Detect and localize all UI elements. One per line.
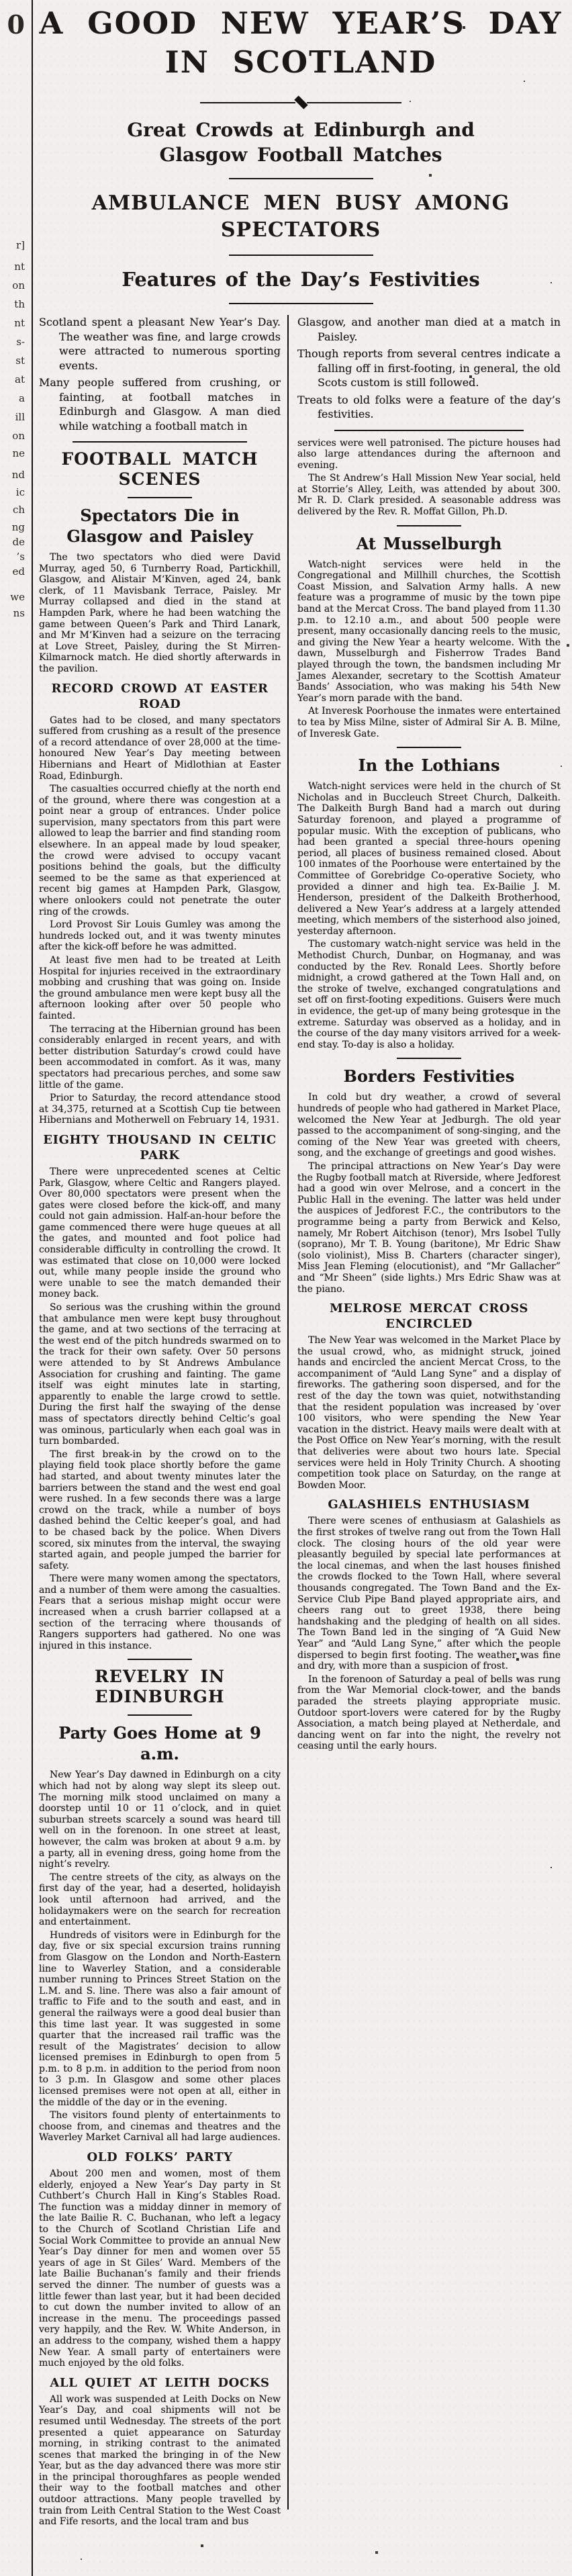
paragraph-continuation: services were well patronised. The picture houses had also large attendances during the afternoon and evening.: [297, 437, 561, 471]
margin-fragment: ch: [12, 504, 25, 516]
paragraph: There were many women among the spectators, and a number of them were among the casualties. Fears that a serious mishap might occur were increased when a crush barrier collapsed at a section of the terracing where thousands of Rangers supporters had gathered. No one was injured in this instance.: [39, 1573, 281, 1651]
paragraph: The customary watch-night service was held in the Methodist Church, Dunbar, on Hogmanay, and was conducted by the Rev. Ronald Lees. Shortly before midnight, a crowd gathered at the Town Hall and, on the stroke of twelve, exchanged congratulations and set off on first-footing expeditions. Guisers were much in evidence, the get-up of many being grotesque in the extreme. Saturday was observed as a holiday, and in the course of the day many visitors arrived for a week-end stay. To-day is also a holiday.: [297, 939, 561, 1050]
intro-paragraph: Glasgow, and another man died at a match in Paisley.: [297, 316, 561, 343]
margin-fragment: ic: [15, 486, 25, 498]
short-divider-rule: [128, 497, 192, 498]
column-divider-rule: [287, 315, 289, 2510]
subtitle-line-1: Great Crowds at Edinburgh and: [127, 119, 475, 141]
divider-bar: [307, 102, 402, 103]
paragraph: The terracing at the Hibernian ground has been considerably enlarged in recent years, and with better distribution Saturday’s crowd could have been accommodated in comfort. As it was, many spectators had precarious perches, and some saw little of the game.: [39, 1023, 281, 1091]
short-divider-rule: [128, 1659, 192, 1660]
intro-paragraph: Treats to old folks were a feature of the day’s festivities.: [297, 393, 561, 420]
margin-fragment: on: [12, 430, 25, 442]
short-divider-rule: [397, 1058, 461, 1059]
paragraph: There were unprecedented scenes at Celtic Park, Glasgow, where Celtic and Rangers played. Over 80,000 spectators were present when the gates were closed before the kick-off, and many could not gain admission. Half-an-hour before the game commenced there were huge queues at all the gates, and mounted and foot police had considerable difficulty in controlling the crowd. It was estimated that close on 10,000 were locked out, while many people inside the ground who were unable to see the match demanded their money back.: [39, 1166, 281, 1300]
short-divider-rule: [128, 1714, 192, 1716]
paragraph: At Inveresk Poorhouse the inmates were entertained to tea by Miss Milne, sister of Admiral Sir A. B. Milne, of Inveresk Gate.: [297, 706, 561, 739]
crosshead: GALASHIELS ENTHUSIASM: [328, 1498, 530, 1512]
crosshead: RECORD CROWD AT EASTER ROAD: [51, 681, 269, 711]
paragraph: Watch-night services were held in the Congregational and Millhill churches, the Scottish Coast Mission, and Salvation Army halls. A new feature was a programme of music by the town pipe band at the Mercat Cross. The band played from 11.30 p.m. to 12.10 a.m., and about 500 people were present, many occasionally dancing reels to the music, and giving the New Year a hearty welcome. With the dawn, Musselburgh and Fisherrow Trades Band played through the town, the bandsmen including Mr James Alexander, secretary to the Scottish Amateur Bands’ Association, who was making his 54th New Year’s morn parade with the band.: [297, 559, 561, 704]
paragraph: The visitors found plenty of entertainments to choose from, and cinemas and theatres and the Waverley Market Carnival all had large audiences.: [39, 2110, 281, 2144]
main-content: [39, 0, 563, 2530]
divider-bar: [200, 102, 295, 103]
headline-line-1: A GOOD NEW YEAR’S DAY: [39, 5, 563, 41]
margin-fragment: on: [12, 279, 25, 291]
divider-rule: [334, 430, 524, 431]
margin-fragment: ill: [15, 411, 25, 423]
margin-fragment: de: [12, 536, 25, 548]
headline-divider: [200, 99, 401, 105]
subsection-heading: Spectators Die in Glasgow and Paisley: [66, 506, 253, 546]
masthead: [39, 0, 563, 304]
subsection-heading: Borders Festivities: [343, 1066, 515, 1087]
margin-fragment: we: [10, 591, 25, 603]
section-heading: REVELRY IN EDINBURGH: [95, 1667, 225, 1707]
margin-fragment: ed: [12, 565, 25, 578]
cut-off-column-fragments: [0, 0, 30, 2576]
margin-fragment: nt: [14, 261, 25, 273]
left-column-rule: [32, 0, 33, 2576]
divider-rule: [73, 441, 246, 443]
margin-fragment: st: [15, 355, 25, 367]
article-columns: [39, 315, 563, 2530]
paragraph: The casualties occurred chiefly at the north end of the ground, where there was congestion at a point near a group of entrances. Under police supervision, many spectators from this part were allowed to leap the barrier and find standing room elsewhere. In an appeal made by loud speaker, the crowd were advised to occupy vacant positions behind the goals, but the difficulty seemed to be the same as that experienced at recent big games at Hampden Park, Glasgow, where onlookers could not penetrate the outer ring of the crowds.: [39, 784, 281, 917]
margin-fragment: 0: [7, 9, 25, 40]
headline-line-2: IN SCOTLAND: [164, 44, 437, 80]
paragraph: The St Andrew’s Hall Mission New Year social, held at Storrie’s Alley, Leith, was attended by about 300. Mr R. D. Clark presided. A seasonable address was delivered by the Rev. R. Moffat Gillon, Ph.D.: [297, 473, 561, 518]
subsection-heading: At Musselburgh: [356, 533, 502, 553]
section-heading: FOOTBALL MATCH SCENES: [61, 449, 258, 489]
crosshead: EIGHTY THOUSAND IN CELTIC PARK: [43, 1132, 277, 1162]
diamond-icon: [294, 95, 307, 109]
margin-fragment: nt: [14, 317, 25, 329]
margin-fragment: nd: [11, 469, 25, 481]
crosshead: ALL QUIET AT LEITH DOCKS: [50, 2375, 270, 2390]
paragraph: The two spectators who died were David Murray, aged 50, 6 Turnberry Road, Partickhill, Glasgow, and Alistair M‘Kinven, aged 24, bank clerk, of 11 Mavisbank Terrace, Paisley. Mr Murray collapsed and died in the stand at Hampden Park, where he had been watching the game between Queen’s Park and Third Lanark, and Mr M‘Kinven had a seizure on the terracing at Love Street, Paisley, during the St Mirren-Kilmarnock match. He died shortly afterwards in the pavilion.: [39, 552, 281, 674]
paragraph: The New Year was welcomed in the Market Place by the usual crowd, who, as midnight struck, joined hands and encircled the ancient Mercat Cross, to the accompaniment of “Auld Lang Syne” and a display of fireworks. The gathering soon dispersed, and for the rest of the day the town was quiet, notwithstanding that the resident population was increased by over 100 visitors, who were spending the New Year vacation in the district. Heavy mails were dealt with at the Post Office on New Year’s morning, with the result that deliveries were about two hours late. Special services were held in Holy Trinity Church. A shooting competition took place on Saturday, on the range at Bowden Moor.: [297, 1335, 561, 1491]
intro-paragraph: Many people suffered from crushing, or fainting, at football matches in Edinburgh and Glasgow. A man died while watching a football match in: [39, 376, 281, 432]
margin-fragment: s-: [16, 336, 25, 348]
column-right: [297, 315, 561, 2530]
paragraph: About 200 men and women, most of them elderly, enjoyed a New Year’s Day party in St Cuthbert’s Church Hall in King’s Stables Road. The function was a midday dinner in memory of the late Bailie R. C. Buchanan, who left a legacy to the Church of Scotland Christian Life and Social Work Committee to provide an annual New Year’s Day dinner for men and women over 55 years of age in St Giles’ Ward. Members of the late Bailie Buchanan’s family and their friends served the dinner. The number of guests was a little fewer than last year, but it had been decided to cut down the number invited to allow of an increase in the menu. The proceedings passed very happily, and the Rev. W. White Anderson, in an address to the company, wished them a happy New Year. A small party of entertainers were much enjoyed by the old folks.: [39, 2168, 281, 2369]
masthead-rule: [229, 178, 373, 179]
short-divider-rule: [397, 747, 461, 748]
crosshead-line-1: AMBULANCE MEN BUSY AMONG: [91, 191, 510, 215]
column-left: [39, 315, 281, 2530]
margin-fragment: ne: [12, 447, 25, 459]
paragraph: At least five men had to be treated at Leith Hospital for injuries received in the extraordinary mobbing and crushing that was going on. Inside the ground ambulance men were kept busy all the afternoon looking after over 50 people who fainted.: [39, 955, 281, 1021]
margin-fragment: ns: [13, 607, 25, 619]
margin-fragment: ng: [11, 521, 25, 533]
crosshead: MELROSE MERCAT CROSS ENCIRCLED: [330, 1301, 528, 1332]
intro-paragraph: Though reports from several centres indicate a falling off in first-footing, in general, the old Scots custom is still followed.: [297, 347, 561, 389]
paragraph: New Year’s Day dawned in Edinburgh on a city which had not by along way slept its sleep out. The morning milk stood unclaimed on many a doorstep until 10 or 11 o’clock, and in quiet suburban streets scarcely a sound was heard till well on in the forenoon. In one street at least, however, the calm was broken at about 9 a.m. by a party, all in evening dress, going home from the night’s revelry.: [39, 1769, 281, 1870]
paragraph: In cold but dry weather, a crowd of several hundreds of people who had gathered in Market Place, welcomed the New Year at Jedburgh. The old year passed to the accompaniment of song-singing, and the coming of the New Year was greeted with cheers, song, and the exchange of greetings and good wishes.: [297, 1092, 561, 1159]
paragraph: Watch-night services were held in the church of St Nicholas and in Buccleuch Street Church, Dalkeith. The Dalkeith Burgh Band had a march out during Saturday forenoon, and played a programme of popular music. With the exception of publicans, who had been granted a special three-hours opening period, all places of business remained closed. About 100 inmates of the Poorhouse were entertained by the Committee of Gorebridge Co-operative Society, who provided a dinner and high tea. Ex-Bailie J. M. Henderson, president of the Dalkeith Brotherhood, delivered a New Year’s address at a largely attended meeting, which members of the sisterhood also joined, yesterday afternoon.: [297, 781, 561, 937]
paragraph: Lord Provost Sir Louis Gumley was among the hundreds locked out, and it was twenty minutes after the kick-off before he was admitted.: [39, 919, 281, 953]
masthead-rule: [229, 303, 373, 304]
paragraph: So serious was the crushing within the ground that ambulance men were kept busy throughout the game, and at two sections of the terracing at the west end of the pitch hundreds swarmed on to the track for their own safety. Over 50 persons were attended to by St Andrews Ambulance Association for crushing and fainting. The game itself was eight minutes late in starting, apparently to enable the large crowd to settle. During the first half the swaying of the dense mass of spectators directly behind Celtic’s goal was ominous, particularly when each goal was in turn bombarded.: [39, 1302, 281, 1447]
crosshead: OLD FOLKS’ PARTY: [87, 2150, 233, 2165]
subsection-heading: In the Lothians: [358, 755, 500, 776]
features-heading: Features of the Day’s Festivities: [122, 268, 480, 291]
margin-fragment: at: [15, 373, 25, 385]
short-divider-rule: [397, 525, 461, 526]
margin-fragment: r]: [15, 239, 25, 251]
margin-fragment: ’s: [16, 551, 25, 563]
margin-fragment: a: [19, 392, 25, 404]
subtitle-line-2: Glasgow Football Matches: [159, 144, 442, 166]
paragraph: Gates had to be closed, and many spectators suffered from crushing as a result of the presence of a record attendance of over 28,000 at the time-honoured New Year’s Day meeting between Hibernians and Heart of Midlothian at Easter Road, Edinburgh.: [39, 715, 281, 782]
paragraph: All work was suspended at Leith Docks on New Year’s Day, and coal shipments will not be resumed until Wednesday. The streets of the port presented a quiet appearance on Saturday morning, in striking contrast to the animated scenes that marked the bringing in of the New Year, but as the day advanced there was more stir in the principal thoroughfares as people wended their way to the football matches and other outdoor attractions. Many people travelled by train from Leith Central Station to the West Coast and Fife resorts, and the local tram and bus: [39, 2393, 281, 2528]
intro-paragraph: Scotland spent a pleasant New Year’s Day. The weather was fine, and large crowds were attracted to numerous sporting events.: [39, 316, 281, 372]
paragraph: There were scenes of enthusiasm at Galashiels as the first strokes of twelve rang out from the Town Hall clock. The closing hours of the old year were pleasantly beguiled by special late performances at the local cinemas, and when the last houses finished the crowds flocked to the Town Hall, where several thousands congregated. The Town Band and the Ex-Service Club Pipe Band played appropriate airs, and cheers rang out to greet 1938, there being handshaking and the pledging of health on all sides. The Town Band led in the singing of “A Guid New Year” and “Auld Lang Syne,” after which the people dispersed to begin first footing. The weather was fine and dry, with more than a suspicion of frost.: [297, 1516, 561, 1672]
paragraph: In the forenoon of Saturday a peal of bells was rung from the War Memorial clock-tower, and the bands paraded the streets playing appropriate music. Outdoor sport-lovers were catered for by the Rugby Association, a match being played at Netherdale, and dancing went on far into the night, the revelry not ceasing until the early hours.: [297, 1673, 561, 1752]
paragraph: Hundreds of visitors were in Edinburgh for the day, five or six special excursion trains running from Glasgow on the London and North-Eastern line to Waverley Station, and a considerable number running to Princes Street Station on the L.M. and S. line. There was also a fair amount of traffic to Fife and to the south and east, and in general the railways were a good deal busier than this time last year. It was suggested in some quarter that the increased rail traffic was the result of the Magistrates’ decision to allow licensed premises in Edinburgh to open from 5 p.m. to 8 p.m. in addition to the period from noon to 3 p.m. In Glasgow and some other places licensed premises were not open at all, either in the middle of the day or in the evening.: [39, 1929, 281, 2108]
paragraph: The first break-in by the crowd on to the playing field took place shortly before the game had started, and about twenty minutes later the barriers between the stand and the west end goal were rushed. In a few seconds there was a large crowd on the track, while a number of boys dashed behind the Celtic keeper’s goal, and had to be chased back by the police. When Divers scored, six minutes from the interval, the swaying started again, and people jumped the barrier for safety.: [39, 1448, 281, 1571]
subsection-heading: Party Goes Home at 9 a.m.: [58, 1723, 261, 1764]
masthead-rule: [229, 255, 373, 256]
paragraph: The principal attractions on New Year’s Day were the Rugby football match at Riverside, where Jedforest had a good win over Melrose, and a concert in the Public Hall in the evening. The latter was held under the auspices of Jedforest F.C., the contributors to the programme being a party from Berwick and Kelso, namely, Mr Robert Aitchison (tenor), Mrs Isobel Tully (soprano), Mr T. B. Young (baritone), Mr Edric Shaw (solo violinist), Miss B. Charters (character singer), Miss Jean Fleming (elocutionist), and “Mr Gallacher” and “Mr Sheen” (side lights.) Mrs Edric Shaw was at the piano.: [297, 1160, 561, 1295]
margin-fragment: th: [14, 298, 25, 310]
paragraph: Prior to Saturday, the record attendance stood at 34,375, returned at a Scottish Cup tie between Hibernians and Motherwell on February 14, 1931.: [39, 1093, 281, 1126]
crosshead-line-2: SPECTATORS: [220, 218, 381, 242]
paragraph: The centre streets of the city, as always on the first day of the year, had a deserted, holidayish look until afternoon had arrived, and the holidaymakers were on the search for recreation and entertainment.: [39, 1872, 281, 1928]
